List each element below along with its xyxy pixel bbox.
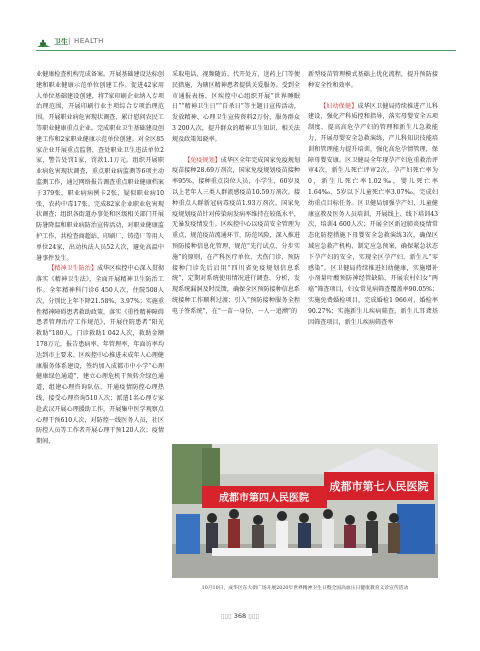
section-body: 成华区全年完成国家免疫规划疫苗接种28.69万剂次，国家免疫规划疫苗接种率95%，接种重点岗位人员、小学生、60岁及以上老年人三类人群流感疫苗10.59万剂次。接种重点人群新冠病毒疫苗1.93万剂次。国家免疫规划疫苗针对传染病发病率维持在较低水平，无暴发疫情发生。区疾控中心以疫苗安全管理为重点，规范疫苗流通环节，防范风险，深入推进预防接种信息化管理，规范“先行试点、分步实施”的原则，在产科医疗单位、犬伤门诊、预防接种门诊先后启用“四川省免疫规划信息系统”，定期对系统使用情况进行调查、分析，发现系统漏洞及时反馈，确保全区预防接种信息系统接种工作顺利过渡；引入“预防接种服务全程电子签系统”，在“一苗一身份，一人一追溯”的 [172,156,301,315]
event-photo [172,444,438,578]
section-title-mental-health: 【精神卫生防治】 [48,265,97,273]
column-3 [308,70,438,328]
header [36,36,456,52]
page-number-deco-left: ▯▯▯ [220,612,234,620]
paragraph [308,102,438,329]
column-2 [172,70,300,318]
page-number [0,612,480,620]
photo-caption: 10月10日，成华区东大街广场开展2020年世界精神卫生日暨全国高血压日健康教育义诊宣传活动 [201,586,409,591]
section-label: 卫生 [54,38,68,46]
banner-text-right: 成都市第七人民医院 [329,480,429,493]
section-title-maternal-child: 【妇幼保健】 [320,102,358,110]
paragraph: 新型疫苗管理模式基础上优化流程，提升预防接种安全性和效率。 [308,71,438,89]
paragraph: 采取电话、视频随访、代开处方、送药上门等便民措施，为辖区精神患者提供关爱服务。受到全市通报表扬。区疾控中心组织开展“世界睡眠日”“精神卫生日”“自杀日”等主题日宣传活动，发放精神、心理卫生宣传资料2万份，服务群众3 200人次，提升群众的精神卫生知识、相关法规及政策知晓率。 [172,71,300,143]
section-body: 成华区疾控中心深入贯彻落实《精神卫生法》，全面开展精神卫生防治工作。全年精神科门诊6 450人次，住院508人次，分别比上年下降21.58%，3.97%；实施重性精神障碍患者救助政策，落实《重性精神障碍患者管理治疗工作规范》，开展住院患者“阳光救助”180人，门诊救助1 042人次，救助金额178万元，报告患病率、年管理率、年面访率均达到市上要求。区疾控中心推进未成年人心理健康服务体系建设，签约加入成都市中小学“心理健康绿色通道”，建立心理危机干预转介绿色通道，组建心理咨询队伍，开通疫情防控心理热线，接受心理咨询510人次；派遣1名心理专家赴武汉开展心理援助工作，开展集中医学观察点心理干预610人次，对防控一线医务人员，社区防控人员等工作者开展心理干预120人次；疫情期间， [36,265,165,446]
health-logo-icon [36,36,52,50]
section-label-english: HEALTH [74,37,104,45]
page-number-text: 368 [233,612,247,620]
paragraph [36,264,164,448]
header-separator: | [68,37,71,45]
paragraph: 业健康检查机构完成备案。开展基础建设达标创建和职业健康示范单位创建工作。促进42家用人单位基础建设创建，将7家印刷企业纳入专项治理范围，开展印刷行业主项综合专项治理范围。开展职业病危害现状调查，累计慰问农民工等职业健康重点企业。完成职业卫生基础建设创建工作和2家职业健康示范单位创建。对全区85家企业开展重点监督，查处职业卫生违法单位2家，警告处罚1家，罚款1.1万元。组织开展职业病危害现状调查，重点职业病监测等6项主动监测工作，通过网络报告调查重点职业健康档案于379张，职业病病例卡2张，疑似职业病10张，农药中毒17张。完成82家企业职业危害现状调查；组织各街道办事处和区级相关部门开展防暑降温和职业病防治宣传活动，对职业健康监护工作，共检查商超站、印刷厂、铸造厂等用人单位24家，出动执法人员52人次，避免高温中暑事件发生。 [36,71,164,262]
page-number-deco-right: ▯▯▯ [246,612,259,620]
paragraph [172,156,300,318]
header-rule [36,50,456,51]
event-photo-illustration [172,444,438,578]
column-1 [36,70,164,448]
section-title-immunization: 【免疫规划】 [184,156,221,164]
section-body: 成华区卫健局持续推进产儿科建设，强化产科质控和指导，落实母婴安全五项制度，提高高危孕产妇的管理和新生儿急救能力，开展母婴安全急救演练，产儿科知识技能培训和管理能力提升培训，强化高危孕情管理，保障母婴安康。区卫健局全年现孕产妇危重救治评审4次，新生儿死亡评审2次，孕产妇死亡率为0，新生儿死亡率1.02‰，婴儿死亡率1.64‰，5岁以下儿童死亡率3.07‰，完成妇幼重点目标任务。区卫健局加强孕产妇、儿童健康宣教及医务人员培训，开展线上、线下培训43次，培训4 600人次；开展全区新冠肺炎疫情常态化防控措施下母婴安全急救演练3次，确保区域应急救产机构、制定应急预案，确保紧急状态下孕产妇的安全，实现全区孕产妇、新生儿“零感染”。区卫健局持续推进妇幼健康，实施增补小剂量叶酸预防神经管缺陷，开展农村妇女“两癌”筛查项目，妇女常见病筛查覆盖率90.05%；实施免费婚检项目，完成婚检1 966对，婚检率90.27%；实施新生儿疾病筛查，新生儿耳聋基因筛查项目，新生儿疾病筛查率 [308,102,439,326]
crowd [206,509,400,553]
banner-text-left: 成都市第四人民医院 [219,493,309,504]
